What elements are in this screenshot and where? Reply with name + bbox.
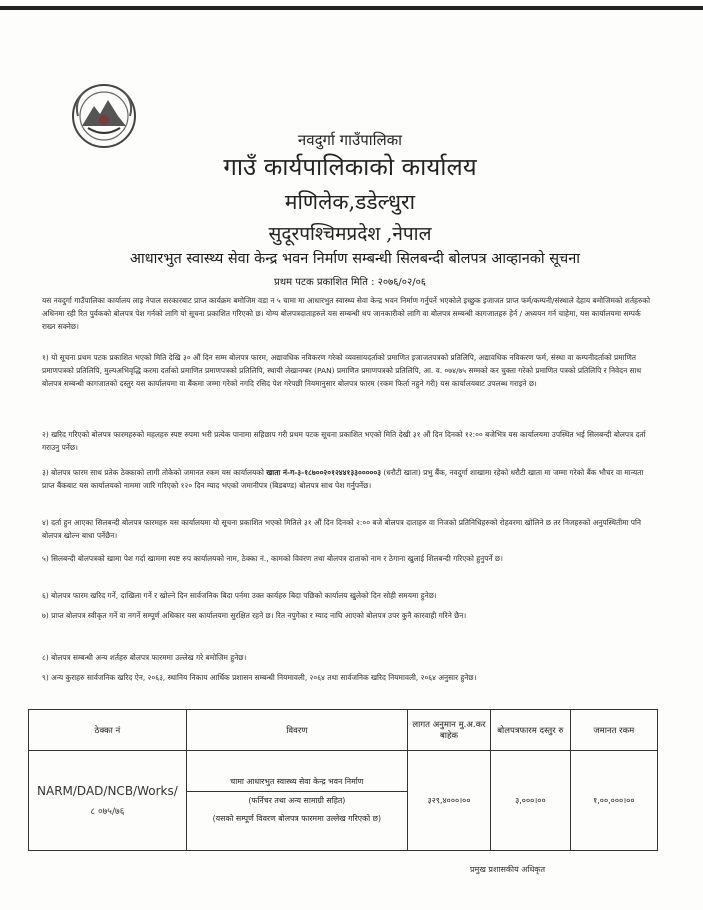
condition-4: ४) दर्ता हुन आएका सिलबन्दी बोलपत्र फारमहरु यस कार्यालयमा यो सूचना प्रकाशित भएको मितिले ३१ औं दिन दिनको २:०० बजे बोलपत्र दाताहरु वा निजको प्रतिनिधिहरुको रोहवरमा खोलिने छ तर निजहरुको अनुपस्थितीमा पनि बोलपत्र खोल्न बाधा पर्नेछैन। [42, 518, 642, 541]
publication-date: प्रथम पटक प्रकाशित मिति : २०७६/०२/०६ [274, 277, 426, 288]
col-contract-no: ठेक्का नं [29, 710, 187, 751]
cell-description [186, 751, 407, 851]
intro-paragraph: यस नवदुर्गा गाउँपालिका कार्यालय लाइ नेपाल सरकारबाट प्राप्त कार्यक्रम बमोजिम वडा न ५ चामा मा आधारभुत स्वास्थ्य सेवा केन्द्र भवन निर्माण गर्नुपर्ने भएकोले इच्छुक इजाजत प्राप्त फर्म/कम्पनी/संस्थाले देहाय बमोजिमको शर्तहरुको अधिनमा रही रित पुर्वकको बोलपत्र पेश गर्नको लागि यो सूचना प्रकाशित गरिएको छ। योग्य बोलपत्रदाताहरुले यस सम्बन्धी थप जानकारीको लागि वा बोलपत्र सम्बन्धी कागजातहरु हेर्न / अध्ययन गर्न चाहेमा, यस कार्यालयमा सम्पर्क राख्न सक्नेछ। [42, 296, 650, 332]
cell-form-fee: ३,०००।०० [491, 751, 570, 851]
col-form-fee: बोलपत्रफारम दस्तुर रु [491, 710, 570, 751]
condition-6: ६) बोलपत्र फारम खरिद गर्ने, दाखिला गर्ने र खोल्ने दिन सार्वजनिक बिदा पर्नमा उक्त कार्यहरु बिदा पछिको कार्यालय खुलेको दिन सोही समयमा हुनेछ। [42, 591, 437, 600]
office-location: मणिलेक,डडेल्धुरा [284, 190, 416, 214]
condition-9: ९) अन्य कुराहरु सार्वजनिक खरिद ऐन, २०६३, स्थानिय निकाय आर्थिक प्रशासन सम्बन्धी नियमावली, २०६४ तथा सार्वजनिक खरिद नियमावली, २०६४ अनुसार हुनेछ। [42, 673, 477, 682]
condition-7: ७) प्राप्त बोलपत्र स्वीकृत गर्ने वा नगर्ने सम्पूर्ण अधिकार यस कार्यालयमा सुरक्षित रहने छ। रित नपुगेका र म्याद नाघि आएको बोलपत्र उपर कुनै कारवाही गरिने छैन। [42, 611, 467, 620]
signature-title: प्रमुख प्रशासकीय अधिकृत [470, 865, 546, 874]
condition-1: १) यो सूचना प्रथम पटक प्रकाशित भएको मिति देखि ३० औं दिन सम्म बोलपत्र फारम, अद्यावधिक नविकरण गरेको व्यवसायदर्ताको प्रमाणित इजाजतपत्रको प्रतिलिपि, अद्यावधिक नविकरण फर्म, संस्था वा कम्पनीदर्ताको प्रमाणित प्रमाणपत्रको प्रतिलिपि, मुल्यअभिवृद्धि करमा दर्ताको प्रमाणित प्रमाणपत्रको प्रतिलिपि, स्थायी लेखानम्बर (PAN) प्रमाणित प्रमाणपत्रको प्रतिलिपि, आ. व. ०७४/७५ सम्मको कर चुक्ता गरेको प्रमाणित पत्रको प्रतिलिपि र निवेदन साथ बोलपत्र सम्बन्धी कागजातको दस्तुर यस कार्यालयमा वा बैंकमा जम्मा गरेको नगदि रसिद पेश गरेपछी नियमानुसार बोलपत्र फारम (रकम फिर्ता नहुने गरी) यस कार्यालयबाट उपलब्ध गराइने छ। [42, 353, 642, 389]
government-emblem-icon [70, 82, 138, 150]
col-estimate: लागत अनुमान मु.अ.कर बाहेक [407, 710, 490, 751]
table-header-row [29, 710, 658, 751]
cell-estimate: ३२९,४०००।०० [407, 751, 490, 851]
condition-2: २) खरिद गरिएको बोलपत्र फारमहरुको महलहरु स्पष्ट रुपमा भरी प्रत्येक पानामा सहिछाप गरी प्रथम पटक सूचना प्रकाशित भएको मिति देखी ३१ औं दिन दिनको १२:०० बजेभित्र यस कार्यालयमा उपस्थित भई सिलबन्दी बोलपत्र दर्ता गराउनु पर्नेछ। [42, 430, 646, 453]
contract-number: NARM/DAD/NCB/Works/ [37, 784, 178, 798]
bank-account-number: खाता नं-ग-३-१८७००२०१२४४१३३०००००३ [266, 468, 382, 477]
cell-contract-no [29, 751, 187, 851]
table-row [29, 751, 658, 851]
desc-line-3: (यसको सम्पूर्ण विवरण बोलपत्र फारममा उल्लेख गरिएको छ) [212, 814, 382, 823]
col-description: विवरण [186, 710, 407, 751]
condition-8: ८) बोलपत्र सम्बन्धी अन्य शर्तहरु बोलपत्र फारममा उल्लेख गरे बमोजिम हुनेछ। [42, 653, 247, 662]
top-border [0, 6, 703, 10]
municipality-name: नवदुर्गा गाउँपालिका [297, 131, 403, 149]
desc-line-2: (फर्निचर तथा अन्य सामाग्री सहित) [248, 796, 346, 805]
desc-line-1: चामा आधारभुत स्वास्थ्य सेवा केन्द्र भवन निर्माण [187, 773, 407, 792]
condition-3-text-c: (धरौटी खाता) प्रभु बैंक, नवदुर्गा शाखामा रहेको धरौटी खाता मा जम्मा गरेको बैंक भौचर वा मान्यता प्राप्त बैंकबाट यस कार्यालयको नाममा जारि गरिएको १२० दिन म्याद भएको जमानीपत्र (बिडबण्ड) बोलपत्र साथ पेश गर्नुपर्नेछ। [42, 468, 644, 491]
col-security: जमानत रकम [570, 710, 657, 751]
condition-5: ५) सिलबन्दी बोलपत्रको खामा पेश गर्दा खाममा स्पष्ट रुप कार्यालयको नाम, ठेक्का नं., कामको विवरण तथा बोलपत्र दाताको नाम र ठेगाना खुलाई शिलबन्दी गरिएको हुनुपर्ने छ। [42, 554, 503, 563]
cell-security: १,००,०००।०० [570, 751, 657, 851]
contract-fiscal-year: ८ ०७५/७६ [90, 807, 125, 817]
condition-3-text-a: ३) बोलपत्र फारम साथ प्रतेक ठेक्काको लागी तोकेको जमानत रकम यस कार्यालयको [42, 468, 267, 477]
province-name: सुदूरपश्चिमप्रदेश ,नेपाल [268, 223, 432, 245]
tender-table [28, 709, 658, 851]
condition-3 [42, 466, 654, 492]
office-name: गाउँ कार्यपालिकाको कार्यालय [223, 153, 477, 181]
notice-title: आधारभुत स्वास्थ्य सेवा केन्द्र भवन निर्माण सम्बन्धी सिलबन्दी बोलपत्र आव्हानको सूचना [129, 251, 581, 267]
